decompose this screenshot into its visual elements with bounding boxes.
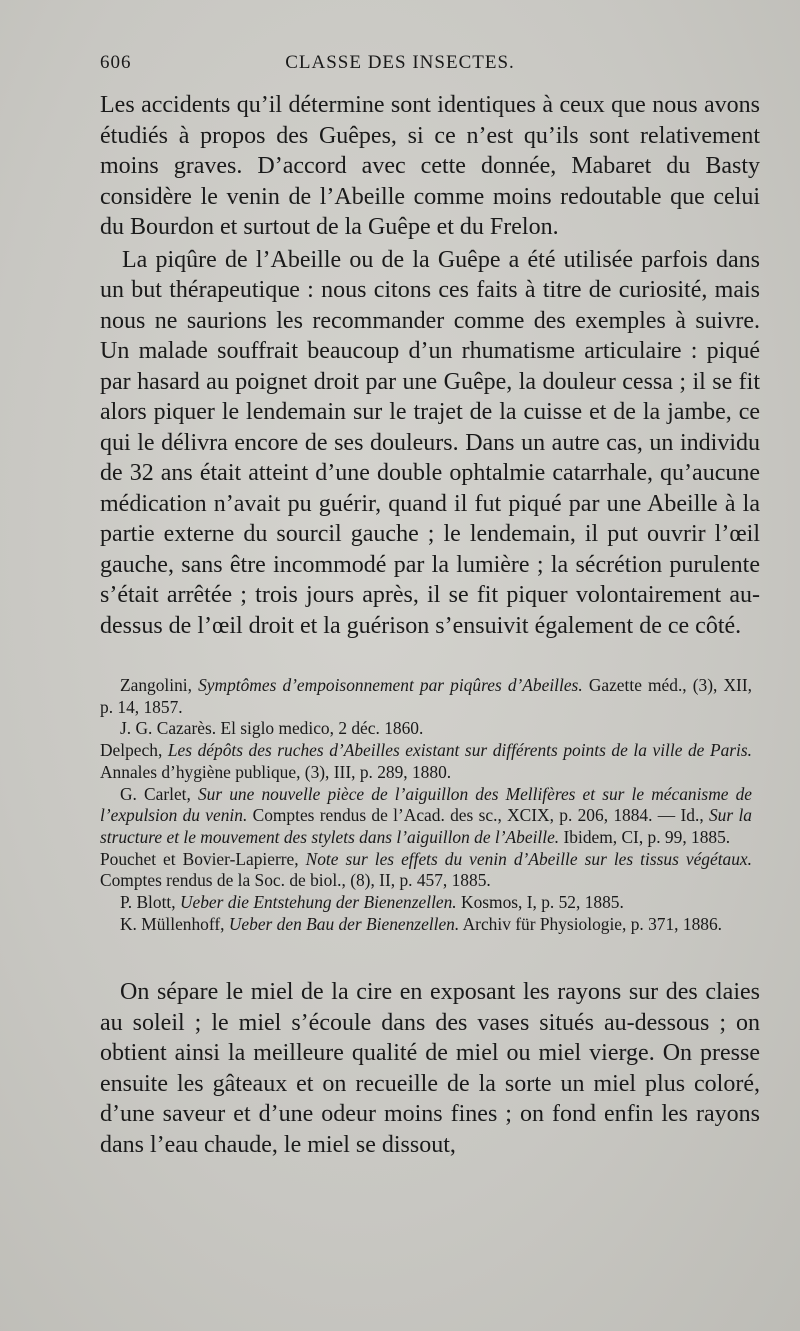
bibliography-entry: Delpech, Les dépôts des ruches d’Abeilles existant sur différents points de la ville de Paris. Annales d’hygiène publique, (3), III, p. 289, 1880. xyxy=(100,740,752,782)
bibliography-entry: J. G. Cazarès. El siglo medico, 2 déc. 1860. xyxy=(120,718,424,739)
page-number: 606 xyxy=(100,52,132,73)
bibliography-entry: P. Blott, Ueber die Entstehung der Bienenzellen. Kosmos, I, p. 52, 1885. xyxy=(120,892,624,913)
bibliography xyxy=(100,675,752,935)
bibliography-entry: Pouchet et Bovier-Lapierre, Note sur les effets du venin d’Abeille sur les tissus végétaux. Comptes rendus de la Soc. de biol., (8), II, p. 457, 1885. xyxy=(100,848,752,891)
bibliography-entry: K. Müllenhoff, Ueber den Bau der Bienenzellen. Archiv für Physiologie, p. 371, 1886. xyxy=(120,913,722,934)
page-header xyxy=(100,52,760,82)
bibliography-entry: Zangolini, Symptômes d’empoisonnement par piqûres d’Abeilles. Gazette méd., (3), XII, p. 14, 1857. xyxy=(100,675,752,717)
closing-paragraph: On sépare le miel de la cire en exposant les rayons sur des claies au soleil ; le miel s’écoule dans des vases situés au-dessous ; on obtient ainsi la meilleure qualité de miel ou miel vierge. On presse ensuite les gâteaux et on recueille de la sorte un miel plus coloré, d’une saveur et d’une odeur moins fines ; on fond enfin les rayons dans l’eau chaude, le miel se dissout, xyxy=(100,979,760,1158)
bibliography-entry: G. Carlet, Sur une nouvelle pièce de l’aiguillon des Mellifères et sur le mécanisme de l’expulsion du venin. Comptes rendus de l’Acad. des sc., XCIX, p. 206, 1884. — Id., Sur la structure et le mouvement des stylets dans l’aiguillon de l’Abeille. Ibidem, CI, p. 99, 1885. xyxy=(100,783,752,847)
closing-section xyxy=(100,977,760,1160)
main-text xyxy=(100,90,760,641)
paragraph-1: Les accidents qu’il détermine sont identiques à ceux que nous avons étudiés à propos des Guêpes, si ce n’est qu’ils sont relativement moins graves. D’accord avec cette donnée, Mabaret du Basty considère le venin de l’Abeille comme moins redoutable que celui du Bourdon et surtout de la Guêpe et du Frelon. xyxy=(100,92,760,240)
paragraph-2: La piqûre de l’Abeille ou de la Guêpe a été utilisée parfois dans un but thérapeutique : nous citons ces faits à titre de curiosité, mais nous ne saurions les recommander comme des exemples à suivre. Un malade souffrait beaucoup d’un rhumatisme articulaire : piqué par hasard au poignet droit par une Guêpe, la douleur cessa ; il se fit alors piquer le lendemain sur le trajet de la cuisse et de la jambe, ce qui le délivra encore de ses douleurs. Dans un autre cas, un individu de 32 ans était atteint d’une double ophtalmie catarrhale, qu’aucune médication n’avait pu guérir, quand il fut piqué par une Abeille à la partie externe du sourcil gauche ; le lendemain, il put ouvrir l’œil gauche, sans être incommodé par la lumière ; la sécrétion purulente s’était arrêtée ; trois jours après, il se fit piquer volontairement au-dessus de l’œil droit et la guérison s’ensuivit également de ce côté. xyxy=(100,246,760,639)
running-title: CLASSE DES INSECTES. xyxy=(285,52,515,73)
